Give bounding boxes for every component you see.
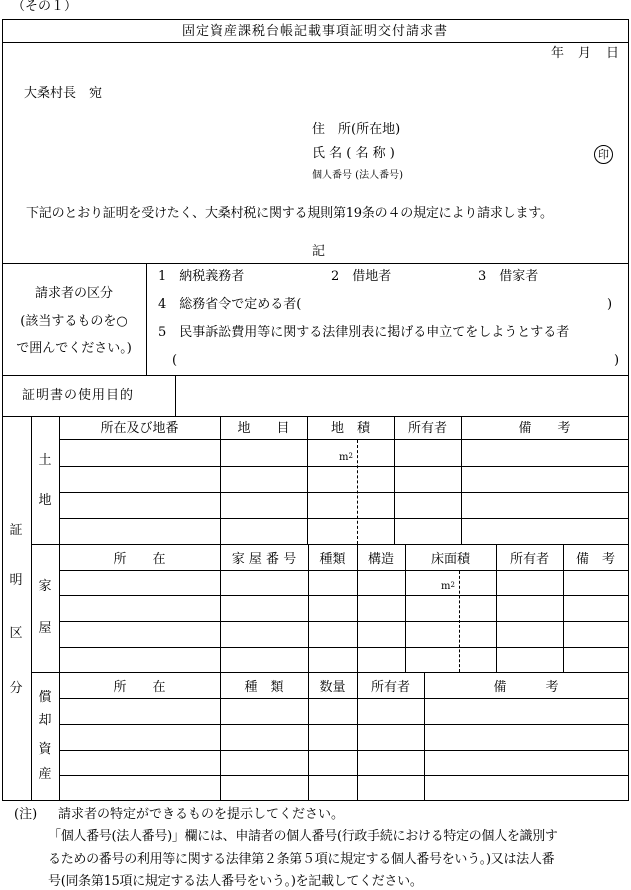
number-label: 個人番号 (法人番号) xyxy=(312,170,403,181)
dep-label-char-3: 資 xyxy=(38,742,52,757)
land-area-unit xyxy=(339,453,353,463)
land-label-char-1: 土 xyxy=(38,453,52,468)
house-label-char-1: 家 xyxy=(38,579,52,594)
cert-label-char-1: 証 xyxy=(9,523,23,538)
dep-header-quantity: 数量 xyxy=(319,680,346,695)
house-area-unit-sup: 2 xyxy=(450,581,455,589)
date-day[interactable]: 日 xyxy=(606,46,620,61)
land-bottom-line xyxy=(31,544,628,545)
house-area-unit xyxy=(441,582,455,592)
house-row-line-2 xyxy=(59,621,628,622)
land-row-line-2 xyxy=(59,492,628,493)
seal-text: 印 xyxy=(598,148,609,161)
cert-label-char-4: 分 xyxy=(9,681,23,696)
house-bottom-line xyxy=(31,672,628,673)
house-header-location: 所 在 xyxy=(113,552,166,567)
requester-option-1[interactable]: 1 納税義務者 xyxy=(158,269,245,284)
frame-left xyxy=(2,19,3,800)
land-header-category: 地 目 xyxy=(237,421,290,436)
house-header-floor-area: 床面積 xyxy=(430,552,470,567)
frame-bottom xyxy=(2,800,629,801)
notes-line-2: 「個人番号(法人番号)」欄には、申請者の個人番号(行政手続における特定の個人を識別す xyxy=(48,829,558,844)
house-row-line-3 xyxy=(59,647,628,648)
land-area-dash xyxy=(357,440,358,544)
land-col-line-1 xyxy=(220,416,221,544)
requester-option-5[interactable]: 5 民事訴訟費用等に関する法律別表に掲げる申立てをしようとする者 xyxy=(158,325,570,340)
address-label: 住 所(所在地) xyxy=(312,122,401,137)
cert-label-char-3: 区 xyxy=(9,626,23,641)
land-header-owner: 所有者 xyxy=(407,421,447,436)
seal-mark xyxy=(594,145,613,164)
requester-label-3: で囲んでください。) xyxy=(16,341,132,356)
date-year[interactable]: 年 xyxy=(551,46,565,61)
land-area-unit-sup: 2 xyxy=(348,452,353,460)
land-header-line xyxy=(59,439,628,440)
dep-header-line xyxy=(59,698,628,699)
purpose-label: 証明書の使用目的 xyxy=(22,388,135,403)
land-col-line-2 xyxy=(307,416,308,544)
dep-header-location: 所 在 xyxy=(113,680,166,695)
form-title: 固定資産課税台帳記載事項証明交付請求書 xyxy=(181,24,448,39)
land-header-location: 所在及び地番 xyxy=(100,421,179,436)
cat-label-divider xyxy=(59,416,60,800)
header-bottom-line xyxy=(2,263,628,264)
notes-line-3: るための番号の利用等に関する法律第２条第５項に規定する個人番号をいう。)又は法人番 xyxy=(48,852,555,867)
land-col-line-4 xyxy=(461,416,462,544)
page-label: （その１） xyxy=(12,0,78,14)
dep-header-type: 種 類 xyxy=(244,680,284,695)
dep-row-line-2 xyxy=(59,750,628,751)
date-month[interactable]: 月 xyxy=(578,46,592,61)
purpose-field[interactable] xyxy=(176,376,628,416)
notes-prefix: (注) xyxy=(14,807,38,822)
cert-label-divider xyxy=(31,416,32,800)
dep-row-line-1 xyxy=(59,724,628,725)
house-header-number: 家 屋 番 号 xyxy=(231,552,297,567)
purpose-bottom-line xyxy=(2,416,628,417)
ki-mark: 記 xyxy=(312,244,326,259)
land-area-unit-m: m xyxy=(339,452,349,463)
land-col-line-3 xyxy=(394,416,395,544)
frame-top xyxy=(2,19,628,20)
frame-right xyxy=(628,19,629,800)
house-header-owner: 所有者 xyxy=(509,552,549,567)
name-label: 氏 名 ( 名 称 ) xyxy=(312,146,395,161)
house-header-type: 種類 xyxy=(319,552,346,567)
dep-label-char-4: 産 xyxy=(38,767,52,782)
requester-option-5-close: ) xyxy=(614,353,620,368)
land-header-area: 地 積 xyxy=(330,421,370,436)
requester-option-3[interactable]: 3 借家者 xyxy=(478,269,539,284)
addressee: 大桑村長 宛 xyxy=(24,86,103,101)
cert-label-char-2: 明 xyxy=(9,573,23,588)
land-header-remarks: 備 考 xyxy=(518,421,571,436)
request-text: 下記のとおり証明を受けたく、大桑村税に関する規則第19条の４の規定により請求します。 xyxy=(26,206,553,221)
dep-header-remarks: 備 考 xyxy=(493,680,559,695)
house-label-char-2: 屋 xyxy=(38,621,52,636)
title-underline xyxy=(2,42,628,43)
house-header-remarks: 備 考 xyxy=(575,552,615,567)
requester-option-4[interactable]: 4 総務省令で定める者( xyxy=(158,297,302,312)
dep-header-owner: 所有者 xyxy=(370,680,410,695)
land-row-line-3 xyxy=(59,518,628,519)
requester-option-2[interactable]: 2 借地者 xyxy=(331,269,392,284)
land-row-line-1 xyxy=(59,466,628,467)
requester-option-5-open: ( xyxy=(172,353,178,368)
house-row-line-1 xyxy=(59,595,628,596)
house-header-structure: 構造 xyxy=(367,552,394,567)
house-header-line xyxy=(59,570,628,571)
requester-option-4-close: ) xyxy=(607,297,613,312)
notes-line-1: 請求者の特定ができるものを提示してください。 xyxy=(58,807,345,822)
house-area-unit-m: m xyxy=(441,581,451,592)
notes-line-4: 号(同条第15項に規定する法人番号をいう。)を記載してください。 xyxy=(48,874,423,889)
requester-label-2: (該当するものを○ xyxy=(20,314,128,329)
requester-divider xyxy=(146,263,147,375)
requester-label-1: 請求者の区分 xyxy=(34,286,113,301)
land-label-char-2: 地 xyxy=(38,493,52,508)
house-area-dash xyxy=(459,571,460,672)
dep-label-char-2: 却 xyxy=(38,713,52,728)
dep-row-line-3 xyxy=(59,775,628,776)
dep-label-char-1: 償 xyxy=(38,690,52,705)
